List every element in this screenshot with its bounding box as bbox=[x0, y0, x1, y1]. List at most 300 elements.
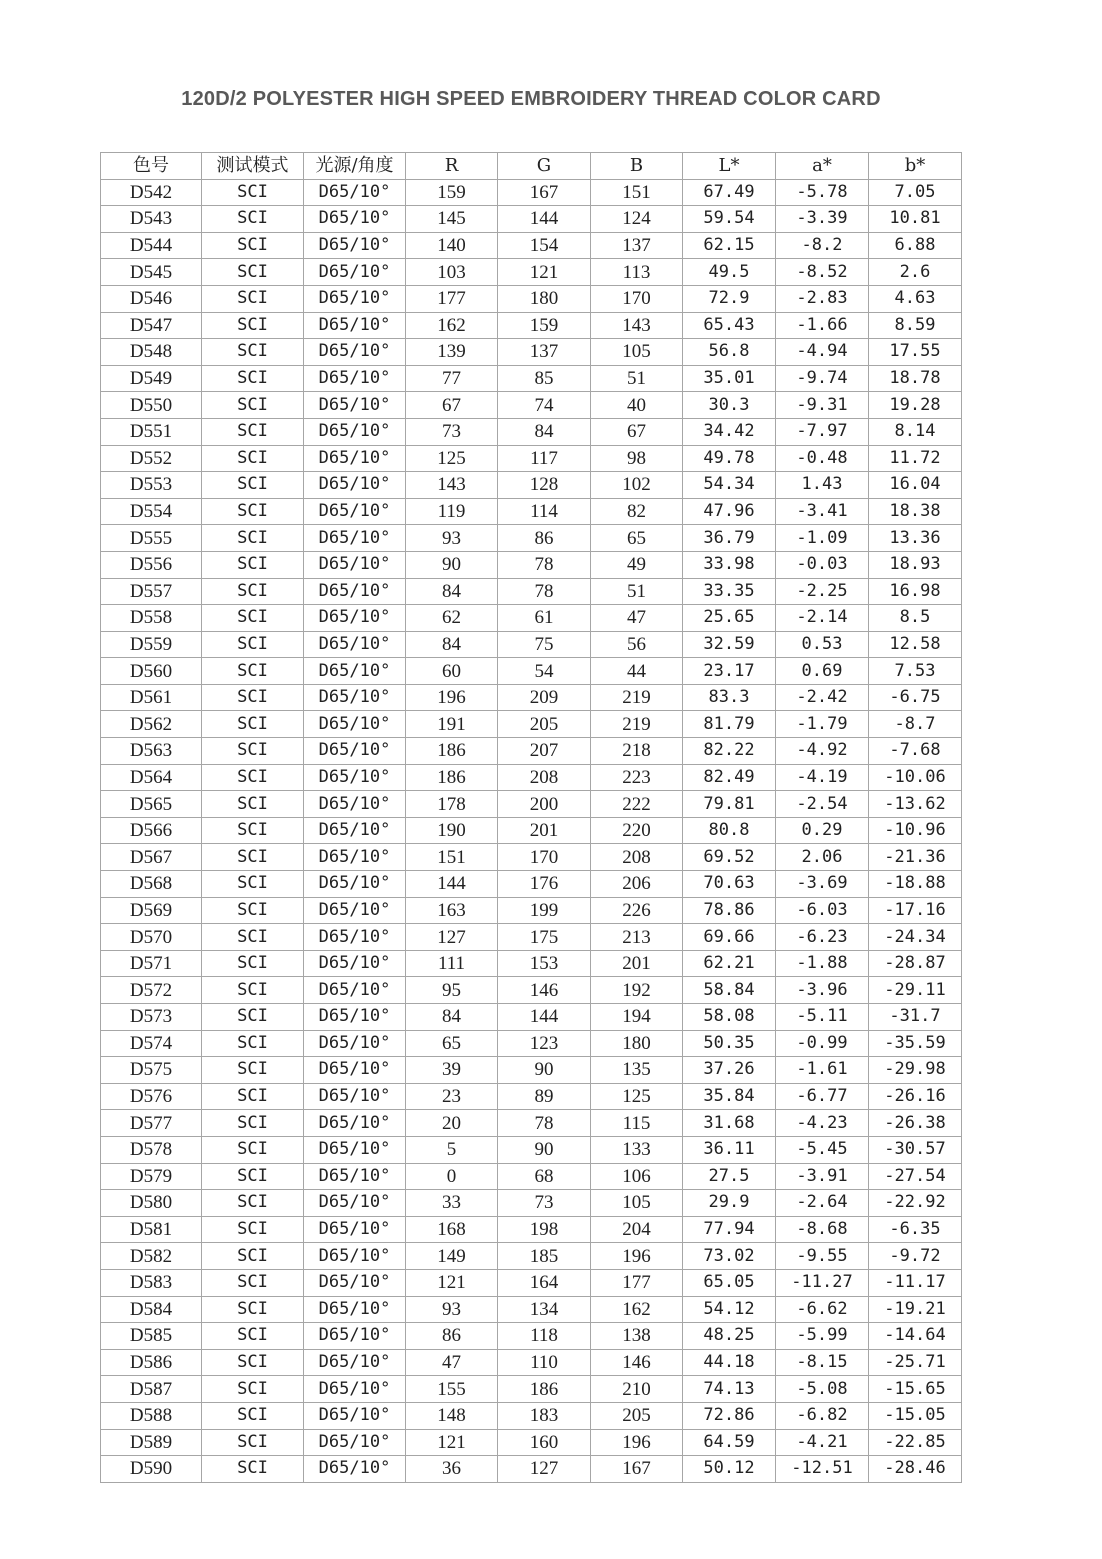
cell-r: 196 bbox=[406, 684, 498, 711]
cell-illuminant: D65/10° bbox=[304, 285, 406, 312]
cell-r: 5 bbox=[406, 1136, 498, 1163]
cell-b-star: -29.98 bbox=[869, 1057, 962, 1084]
cell-illuminant: D65/10° bbox=[304, 232, 406, 259]
cell-l-star: 83.3 bbox=[683, 684, 776, 711]
cell-g: 160 bbox=[498, 1429, 591, 1456]
cell-color-code: D565 bbox=[101, 791, 202, 818]
cell-l-star: 35.84 bbox=[683, 1083, 776, 1110]
cell-g: 153 bbox=[498, 950, 591, 977]
cell-a-star: -11.27 bbox=[776, 1269, 869, 1296]
cell-r: 62 bbox=[406, 605, 498, 632]
cell-l-star: 72.86 bbox=[683, 1402, 776, 1429]
cell-b-star: 16.04 bbox=[869, 472, 962, 499]
cell-illuminant: D65/10° bbox=[304, 1429, 406, 1456]
cell-a-star: 2.06 bbox=[776, 844, 869, 871]
table-row bbox=[101, 605, 962, 632]
cell-color-code: D558 bbox=[101, 605, 202, 632]
cell-b-star: -29.11 bbox=[869, 977, 962, 1004]
cell-r: 93 bbox=[406, 525, 498, 552]
cell-color-code: D574 bbox=[101, 1030, 202, 1057]
cell-b: 133 bbox=[591, 1136, 683, 1163]
cell-a-star: -4.92 bbox=[776, 738, 869, 765]
cell-l-star: 44.18 bbox=[683, 1349, 776, 1376]
cell-b: 210 bbox=[591, 1376, 683, 1403]
cell-g: 208 bbox=[498, 764, 591, 791]
cell-b-star: -15.65 bbox=[869, 1376, 962, 1403]
cell-g: 164 bbox=[498, 1269, 591, 1296]
cell-illuminant: D65/10° bbox=[304, 1057, 406, 1084]
cell-r: 168 bbox=[406, 1216, 498, 1243]
cell-b-star: -6.75 bbox=[869, 684, 962, 711]
cell-test-mode: SCI bbox=[202, 1376, 304, 1403]
cell-l-star: 35.01 bbox=[683, 365, 776, 392]
table-row bbox=[101, 817, 962, 844]
cell-color-code: D543 bbox=[101, 206, 202, 233]
cell-b-star: 8.14 bbox=[869, 418, 962, 445]
cell-r: 33 bbox=[406, 1190, 498, 1217]
cell-color-code: D571 bbox=[101, 950, 202, 977]
table-body bbox=[101, 179, 962, 1482]
cell-g: 154 bbox=[498, 232, 591, 259]
table-row bbox=[101, 365, 962, 392]
cell-test-mode: SCI bbox=[202, 658, 304, 685]
cell-l-star: 50.12 bbox=[683, 1456, 776, 1483]
cell-a-star: -1.61 bbox=[776, 1057, 869, 1084]
cell-color-code: D557 bbox=[101, 578, 202, 605]
cell-g: 114 bbox=[498, 498, 591, 525]
cell-test-mode: SCI bbox=[202, 525, 304, 552]
cell-g: 123 bbox=[498, 1030, 591, 1057]
cell-b: 226 bbox=[591, 897, 683, 924]
cell-illuminant: D65/10° bbox=[304, 924, 406, 951]
cell-color-code: D545 bbox=[101, 259, 202, 286]
cell-test-mode: SCI bbox=[202, 1323, 304, 1350]
cell-l-star: 65.05 bbox=[683, 1269, 776, 1296]
cell-illuminant: D65/10° bbox=[304, 1323, 406, 1350]
cell-l-star: 79.81 bbox=[683, 791, 776, 818]
cell-a-star: -4.23 bbox=[776, 1110, 869, 1137]
cell-r: 140 bbox=[406, 232, 498, 259]
table-row bbox=[101, 1349, 962, 1376]
cell-g: 180 bbox=[498, 285, 591, 312]
cell-illuminant: D65/10° bbox=[304, 1456, 406, 1483]
cell-a-star: -8.2 bbox=[776, 232, 869, 259]
cell-r: 84 bbox=[406, 631, 498, 658]
cell-r: 155 bbox=[406, 1376, 498, 1403]
cell-color-code: D587 bbox=[101, 1376, 202, 1403]
cell-test-mode: SCI bbox=[202, 1296, 304, 1323]
cell-g: 127 bbox=[498, 1456, 591, 1483]
cell-a-star: -3.69 bbox=[776, 871, 869, 898]
cell-b-star: -22.85 bbox=[869, 1429, 962, 1456]
cell-test-mode: SCI bbox=[202, 897, 304, 924]
table-row bbox=[101, 1136, 962, 1163]
cell-b: 206 bbox=[591, 871, 683, 898]
cell-b: 194 bbox=[591, 1004, 683, 1031]
cell-r: 186 bbox=[406, 764, 498, 791]
cell-a-star: -2.54 bbox=[776, 791, 869, 818]
header-test-mode: 测试模式 bbox=[202, 153, 304, 180]
cell-l-star: 27.5 bbox=[683, 1163, 776, 1190]
header-l-star: L* bbox=[683, 153, 776, 180]
cell-a-star: -6.62 bbox=[776, 1296, 869, 1323]
cell-illuminant: D65/10° bbox=[304, 977, 406, 1004]
cell-l-star: 62.21 bbox=[683, 950, 776, 977]
cell-test-mode: SCI bbox=[202, 817, 304, 844]
cell-illuminant: D65/10° bbox=[304, 1216, 406, 1243]
cell-illuminant: D65/10° bbox=[304, 578, 406, 605]
cell-r: 84 bbox=[406, 578, 498, 605]
cell-a-star: -0.03 bbox=[776, 551, 869, 578]
cell-l-star: 33.98 bbox=[683, 551, 776, 578]
cell-b-star: 18.78 bbox=[869, 365, 962, 392]
table-row bbox=[101, 206, 962, 233]
cell-g: 201 bbox=[498, 817, 591, 844]
table-row bbox=[101, 1402, 962, 1429]
cell-test-mode: SCI bbox=[202, 1057, 304, 1084]
table-row bbox=[101, 711, 962, 738]
table-row bbox=[101, 977, 962, 1004]
cell-b-star: -26.38 bbox=[869, 1110, 962, 1137]
cell-a-star: 0.29 bbox=[776, 817, 869, 844]
cell-a-star: 0.53 bbox=[776, 631, 869, 658]
cell-g: 73 bbox=[498, 1190, 591, 1217]
cell-color-code: D560 bbox=[101, 658, 202, 685]
cell-test-mode: SCI bbox=[202, 339, 304, 366]
table-row bbox=[101, 232, 962, 259]
cell-test-mode: SCI bbox=[202, 1402, 304, 1429]
cell-r: 143 bbox=[406, 472, 498, 499]
cell-illuminant: D65/10° bbox=[304, 1030, 406, 1057]
cell-r: 178 bbox=[406, 791, 498, 818]
cell-color-code: D549 bbox=[101, 365, 202, 392]
cell-b: 106 bbox=[591, 1163, 683, 1190]
cell-r: 119 bbox=[406, 498, 498, 525]
cell-b: 125 bbox=[591, 1083, 683, 1110]
cell-b: 196 bbox=[591, 1429, 683, 1456]
cell-test-mode: SCI bbox=[202, 924, 304, 951]
cell-illuminant: D65/10° bbox=[304, 525, 406, 552]
cell-illuminant: D65/10° bbox=[304, 684, 406, 711]
cell-test-mode: SCI bbox=[202, 418, 304, 445]
cell-color-code: D590 bbox=[101, 1456, 202, 1483]
cell-b-star: -9.72 bbox=[869, 1243, 962, 1270]
cell-l-star: 78.86 bbox=[683, 897, 776, 924]
cell-b-star: 12.58 bbox=[869, 631, 962, 658]
cell-r: 121 bbox=[406, 1429, 498, 1456]
cell-color-code: D546 bbox=[101, 285, 202, 312]
table-row bbox=[101, 1030, 962, 1057]
cell-b-star: -28.87 bbox=[869, 950, 962, 977]
cell-test-mode: SCI bbox=[202, 871, 304, 898]
cell-b: 102 bbox=[591, 472, 683, 499]
cell-illuminant: D65/10° bbox=[304, 339, 406, 366]
table-row bbox=[101, 950, 962, 977]
cell-l-star: 34.42 bbox=[683, 418, 776, 445]
cell-b: 138 bbox=[591, 1323, 683, 1350]
cell-a-star: -6.23 bbox=[776, 924, 869, 951]
table-row bbox=[101, 1083, 962, 1110]
cell-l-star: 48.25 bbox=[683, 1323, 776, 1350]
cell-r: 95 bbox=[406, 977, 498, 1004]
cell-r: 90 bbox=[406, 551, 498, 578]
cell-r: 151 bbox=[406, 844, 498, 871]
cell-b-star: -8.7 bbox=[869, 711, 962, 738]
cell-r: 84 bbox=[406, 1004, 498, 1031]
cell-r: 162 bbox=[406, 312, 498, 339]
cell-b-star: -21.36 bbox=[869, 844, 962, 871]
cell-test-mode: SCI bbox=[202, 445, 304, 472]
cell-r: 186 bbox=[406, 738, 498, 765]
cell-b: 192 bbox=[591, 977, 683, 1004]
cell-b: 180 bbox=[591, 1030, 683, 1057]
cell-l-star: 77.94 bbox=[683, 1216, 776, 1243]
cell-r: 47 bbox=[406, 1349, 498, 1376]
cell-l-star: 50.35 bbox=[683, 1030, 776, 1057]
cell-b: 67 bbox=[591, 418, 683, 445]
cell-a-star: -8.68 bbox=[776, 1216, 869, 1243]
cell-b: 47 bbox=[591, 605, 683, 632]
cell-g: 90 bbox=[498, 1057, 591, 1084]
table-row bbox=[101, 1429, 962, 1456]
cell-b: 162 bbox=[591, 1296, 683, 1323]
cell-b: 137 bbox=[591, 232, 683, 259]
cell-r: 20 bbox=[406, 1110, 498, 1137]
cell-b-star: 18.93 bbox=[869, 551, 962, 578]
cell-color-code: D551 bbox=[101, 418, 202, 445]
cell-g: 137 bbox=[498, 339, 591, 366]
cell-illuminant: D65/10° bbox=[304, 1296, 406, 1323]
cell-color-code: D547 bbox=[101, 312, 202, 339]
cell-color-code: D578 bbox=[101, 1136, 202, 1163]
cell-test-mode: SCI bbox=[202, 1243, 304, 1270]
cell-color-code: D561 bbox=[101, 684, 202, 711]
cell-a-star: -3.91 bbox=[776, 1163, 869, 1190]
cell-l-star: 58.84 bbox=[683, 977, 776, 1004]
cell-illuminant: D65/10° bbox=[304, 472, 406, 499]
cell-test-mode: SCI bbox=[202, 498, 304, 525]
cell-test-mode: SCI bbox=[202, 365, 304, 392]
cell-color-code: D582 bbox=[101, 1243, 202, 1270]
cell-a-star: -1.66 bbox=[776, 312, 869, 339]
cell-b: 196 bbox=[591, 1243, 683, 1270]
table-row bbox=[101, 924, 962, 951]
cell-b-star: 19.28 bbox=[869, 392, 962, 419]
cell-b-star: -24.34 bbox=[869, 924, 962, 951]
cell-illuminant: D65/10° bbox=[304, 1004, 406, 1031]
cell-illuminant: D65/10° bbox=[304, 206, 406, 233]
cell-b: 167 bbox=[591, 1456, 683, 1483]
cell-illuminant: D65/10° bbox=[304, 817, 406, 844]
cell-color-code: D563 bbox=[101, 738, 202, 765]
table-row bbox=[101, 578, 962, 605]
cell-r: 149 bbox=[406, 1243, 498, 1270]
cell-r: 86 bbox=[406, 1323, 498, 1350]
cell-l-star: 70.63 bbox=[683, 871, 776, 898]
cell-g: 61 bbox=[498, 605, 591, 632]
cell-test-mode: SCI bbox=[202, 1136, 304, 1163]
cell-g: 90 bbox=[498, 1136, 591, 1163]
cell-g: 85 bbox=[498, 365, 591, 392]
cell-b: 51 bbox=[591, 578, 683, 605]
cell-g: 146 bbox=[498, 977, 591, 1004]
cell-g: 78 bbox=[498, 551, 591, 578]
cell-r: 139 bbox=[406, 339, 498, 366]
cell-g: 134 bbox=[498, 1296, 591, 1323]
cell-test-mode: SCI bbox=[202, 791, 304, 818]
cell-b-star: -27.54 bbox=[869, 1163, 962, 1190]
cell-a-star: -4.19 bbox=[776, 764, 869, 791]
cell-color-code: D573 bbox=[101, 1004, 202, 1031]
table-row bbox=[101, 392, 962, 419]
cell-illuminant: D65/10° bbox=[304, 1163, 406, 1190]
cell-l-star: 64.59 bbox=[683, 1429, 776, 1456]
cell-l-star: 58.08 bbox=[683, 1004, 776, 1031]
table-row bbox=[101, 445, 962, 472]
cell-g: 78 bbox=[498, 578, 591, 605]
table-row bbox=[101, 658, 962, 685]
cell-g: 183 bbox=[498, 1402, 591, 1429]
cell-test-mode: SCI bbox=[202, 392, 304, 419]
cell-a-star: -5.99 bbox=[776, 1323, 869, 1350]
cell-illuminant: D65/10° bbox=[304, 1349, 406, 1376]
cell-test-mode: SCI bbox=[202, 179, 304, 206]
cell-test-mode: SCI bbox=[202, 232, 304, 259]
cell-color-code: D579 bbox=[101, 1163, 202, 1190]
cell-b: 218 bbox=[591, 738, 683, 765]
table-row bbox=[101, 418, 962, 445]
cell-b-star: -10.06 bbox=[869, 764, 962, 791]
cell-illuminant: D65/10° bbox=[304, 871, 406, 898]
table-row bbox=[101, 631, 962, 658]
cell-b-star: 7.53 bbox=[869, 658, 962, 685]
table-row bbox=[101, 525, 962, 552]
cell-r: 190 bbox=[406, 817, 498, 844]
cell-b-star: -13.62 bbox=[869, 791, 962, 818]
cell-g: 74 bbox=[498, 392, 591, 419]
cell-g: 110 bbox=[498, 1349, 591, 1376]
cell-illuminant: D65/10° bbox=[304, 418, 406, 445]
cell-g: 128 bbox=[498, 472, 591, 499]
cell-illuminant: D65/10° bbox=[304, 551, 406, 578]
cell-b: 51 bbox=[591, 365, 683, 392]
cell-g: 167 bbox=[498, 179, 591, 206]
cell-g: 68 bbox=[498, 1163, 591, 1190]
table-row bbox=[101, 551, 962, 578]
cell-b-star: -14.64 bbox=[869, 1323, 962, 1350]
cell-color-code: D552 bbox=[101, 445, 202, 472]
cell-illuminant: D65/10° bbox=[304, 259, 406, 286]
cell-color-code: D564 bbox=[101, 764, 202, 791]
cell-r: 73 bbox=[406, 418, 498, 445]
table-row bbox=[101, 1163, 962, 1190]
cell-a-star: -6.77 bbox=[776, 1083, 869, 1110]
cell-color-code: D550 bbox=[101, 392, 202, 419]
header-illuminant-angle: 光源/角度 bbox=[304, 153, 406, 180]
cell-g: 175 bbox=[498, 924, 591, 951]
cell-l-star: 54.12 bbox=[683, 1296, 776, 1323]
cell-illuminant: D65/10° bbox=[304, 738, 406, 765]
table-row bbox=[101, 1004, 962, 1031]
cell-illuminant: D65/10° bbox=[304, 1190, 406, 1217]
cell-illuminant: D65/10° bbox=[304, 312, 406, 339]
cell-illuminant: D65/10° bbox=[304, 1110, 406, 1137]
cell-illuminant: D65/10° bbox=[304, 897, 406, 924]
cell-l-star: 47.96 bbox=[683, 498, 776, 525]
cell-illuminant: D65/10° bbox=[304, 950, 406, 977]
cell-a-star: -3.96 bbox=[776, 977, 869, 1004]
cell-test-mode: SCI bbox=[202, 631, 304, 658]
cell-test-mode: SCI bbox=[202, 605, 304, 632]
cell-r: 60 bbox=[406, 658, 498, 685]
table-row bbox=[101, 1110, 962, 1137]
cell-color-code: D575 bbox=[101, 1057, 202, 1084]
cell-a-star: -5.78 bbox=[776, 179, 869, 206]
header-b-star: b* bbox=[869, 153, 962, 180]
cell-illuminant: D65/10° bbox=[304, 445, 406, 472]
table-row bbox=[101, 684, 962, 711]
cell-l-star: 49.78 bbox=[683, 445, 776, 472]
cell-b: 146 bbox=[591, 1349, 683, 1376]
cell-b: 44 bbox=[591, 658, 683, 685]
cell-color-code: D580 bbox=[101, 1190, 202, 1217]
header-color-code: 色号 bbox=[101, 153, 202, 180]
cell-test-mode: SCI bbox=[202, 1216, 304, 1243]
cell-illuminant: D65/10° bbox=[304, 365, 406, 392]
cell-b: 143 bbox=[591, 312, 683, 339]
table-row bbox=[101, 844, 962, 871]
cell-b-star: -30.57 bbox=[869, 1136, 962, 1163]
table-row bbox=[101, 285, 962, 312]
cell-l-star: 54.34 bbox=[683, 472, 776, 499]
cell-b: 65 bbox=[591, 525, 683, 552]
cell-color-code: D554 bbox=[101, 498, 202, 525]
cell-a-star: -2.42 bbox=[776, 684, 869, 711]
table-row bbox=[101, 498, 962, 525]
cell-g: 54 bbox=[498, 658, 591, 685]
cell-b-star: -11.17 bbox=[869, 1269, 962, 1296]
table-row bbox=[101, 1216, 962, 1243]
cell-a-star: -0.99 bbox=[776, 1030, 869, 1057]
cell-a-star: -1.09 bbox=[776, 525, 869, 552]
cell-l-star: 69.52 bbox=[683, 844, 776, 871]
cell-g: 84 bbox=[498, 418, 591, 445]
table-header-row bbox=[101, 153, 962, 180]
cell-r: 159 bbox=[406, 179, 498, 206]
cell-b: 219 bbox=[591, 711, 683, 738]
cell-test-mode: SCI bbox=[202, 206, 304, 233]
cell-l-star: 49.5 bbox=[683, 259, 776, 286]
table-row bbox=[101, 897, 962, 924]
table-row bbox=[101, 791, 962, 818]
cell-r: 163 bbox=[406, 897, 498, 924]
cell-test-mode: SCI bbox=[202, 578, 304, 605]
cell-l-star: 36.79 bbox=[683, 525, 776, 552]
cell-a-star: -5.08 bbox=[776, 1376, 869, 1403]
cell-a-star: -2.25 bbox=[776, 578, 869, 605]
table-row bbox=[101, 1057, 962, 1084]
cell-color-code: D577 bbox=[101, 1110, 202, 1137]
cell-b-star: -31.7 bbox=[869, 1004, 962, 1031]
cell-b: 49 bbox=[591, 551, 683, 578]
cell-r: 121 bbox=[406, 1269, 498, 1296]
cell-g: 198 bbox=[498, 1216, 591, 1243]
cell-b-star: 18.38 bbox=[869, 498, 962, 525]
cell-color-code: D559 bbox=[101, 631, 202, 658]
cell-test-mode: SCI bbox=[202, 472, 304, 499]
cell-a-star: -7.97 bbox=[776, 418, 869, 445]
cell-a-star: -3.39 bbox=[776, 206, 869, 233]
